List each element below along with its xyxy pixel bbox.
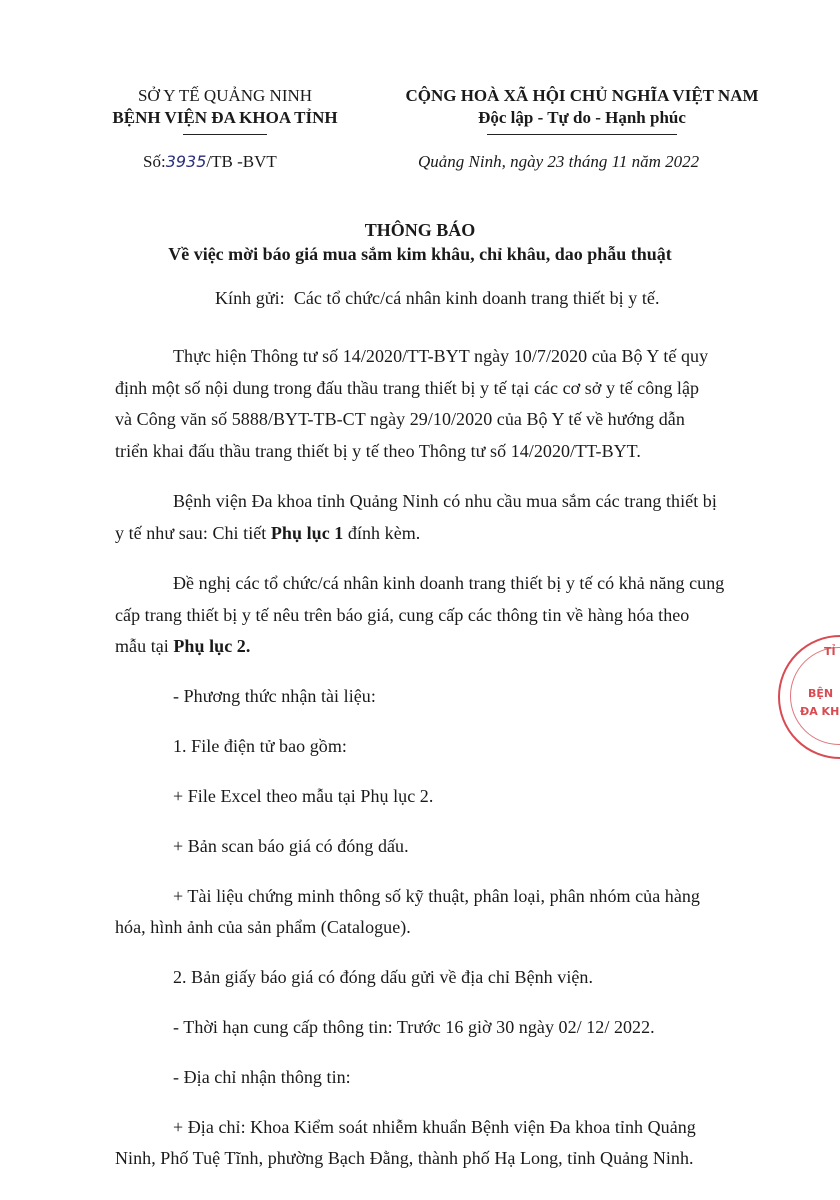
address-line2: Ninh, Phố Tuệ Tĩnh, phường Bạch Đằng, thành phố Hạ Long, tỉnh Quảng Ninh. — [115, 1148, 694, 1168]
stamp-text-top: TỈ — [824, 645, 836, 658]
deadline: - Thời hạn cung cấp thông tin: Trước 16 giờ 30 ngày 02/ 12/ 2022. — [173, 1017, 655, 1037]
recipient-text: Các tổ chức/cá nhân kinh doanh trang thiết bị y tế. — [293, 288, 660, 308]
para2-text-b: đính kèm. — [343, 523, 421, 543]
official-stamp — [778, 635, 840, 759]
republic-title: CỘNG HOÀ XÃ HỘI CHỦ NGHĨA VIỆT NAM — [405, 86, 759, 105]
para2-line2 — [115, 523, 420, 544]
para1-line1: Thực hiện Thông tư số 14/2020/TT-BYT ngày 10/7/2020 của Bộ Y tế quy — [173, 346, 709, 366]
para2-text-a: y tế như sau: Chi tiết — [115, 523, 271, 543]
item2: 2. Bản giấy báo giá có đóng dấu gửi về địa chỉ Bệnh viện. — [173, 967, 594, 987]
stamp-text-mid1: BỆN — [808, 687, 834, 700]
para1-line3: và Công văn số 5888/BYT-TB-CT ngày 29/10/2020 của Bộ Y tế về hướng dẫn — [115, 409, 685, 429]
item1-scan: + Bản scan báo giá có đóng dấu. — [173, 836, 409, 856]
org-parent: SỞ Y TẾ QUẢNG NINH — [137, 86, 313, 105]
doc-number-suffix: /TB -BVT — [206, 152, 277, 171]
address-line1: + Địa chỉ: Khoa Kiểm soát nhiễm khuẩn Bệnh viện Đa khoa tỉnh Quảng — [173, 1117, 696, 1137]
para3-line1: Đề nghị các tổ chức/cá nhân kinh doanh trang thiết bị y tế có khả năng cung — [173, 573, 725, 593]
org-underline — [183, 134, 267, 135]
item1-excel: + File Excel theo mẫu tại Phụ lục 2. — [173, 786, 434, 806]
item1-docs-line2: hóa, hình ảnh của sản phẩm (Catalogue). — [115, 917, 411, 937]
recipient-line — [215, 288, 660, 309]
para3-text-a: mẫu tại — [115, 636, 174, 656]
place-date: Quảng Ninh, ngày 23 tháng 11 năm 2022 — [418, 152, 700, 171]
notice-title: THÔNG BÁO — [364, 220, 476, 240]
para1-line4: triển khai đấu thầu trang thiết bị y tế theo Thông tư số 14/2020/TT-BYT. — [115, 441, 641, 461]
para2-line1: Bệnh viện Đa khoa tỉnh Quảng Ninh có nhu cầu mua sắm các trang thiết bị — [173, 491, 717, 511]
org-name: BỆNH VIỆN ĐA KHOA TỈNH — [112, 108, 338, 127]
para3-line3 — [115, 636, 250, 657]
notice-subtitle: Về việc mời báo giá mua sắm kim khâu, chỉ khâu, dao phẫu thuật — [168, 244, 672, 264]
doc-number-handwritten: 3935 — [165, 152, 207, 171]
motto: Độc lập - Tự do - Hạnh phúc — [478, 108, 686, 127]
recipient-label: Kính gửi: — [215, 288, 285, 308]
para1-line2: định một số nội dung trong đấu thầu trang thiết bị y tế tại các cơ sở y tế công lập — [115, 378, 700, 398]
appendix1-ref: Phụ lục 1 — [270, 523, 344, 543]
address-heading: - Địa chỉ nhận thông tin: — [173, 1067, 351, 1087]
method-heading: - Phương thức nhận tài liệu: — [173, 686, 376, 706]
doc-number — [143, 152, 277, 172]
stamp-text-mid2: ĐA KH — [800, 705, 840, 718]
appendix2-ref: Phụ lục 2. — [173, 636, 251, 656]
item1-docs-line1: + Tài liệu chứng minh thông số kỹ thuật, phân loại, phân nhóm của hàng — [173, 886, 700, 906]
item1: 1. File điện tử bao gồm: — [173, 736, 347, 756]
motto-underline — [487, 134, 677, 135]
para3-line2: cấp trang thiết bị y tế nêu trên báo giá, cung cấp các thông tin về hàng hóa theo — [115, 605, 690, 625]
doc-number-prefix: Số: — [143, 152, 166, 171]
